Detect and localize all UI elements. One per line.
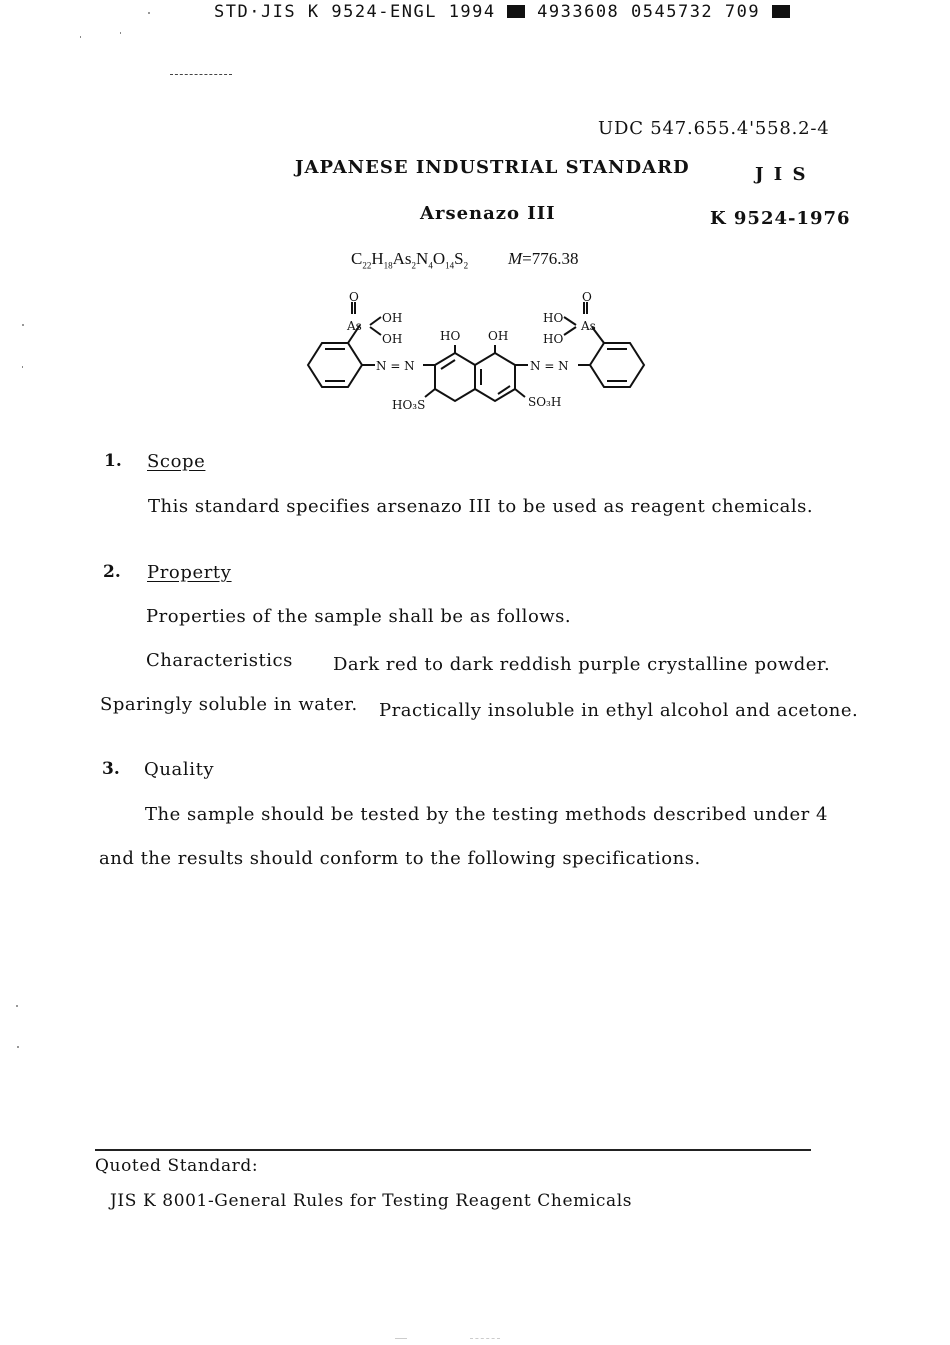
hydroxyl-label-left-1: OH bbox=[382, 311, 403, 325]
footnote-reference: JIS K 8001-General Rules for Testing Reagent Chemicals bbox=[110, 1191, 633, 1211]
characteristics-description: Dark red to dark reddish purple crystalline powder. bbox=[333, 654, 831, 675]
characteristics-label: Characteristics bbox=[146, 650, 293, 671]
jis-mark: J I S bbox=[755, 164, 808, 185]
oxo-label-left: O bbox=[349, 290, 359, 304]
section-1-number: 1. bbox=[104, 451, 122, 471]
barcode-block-icon bbox=[507, 5, 525, 18]
arsenic-label-left: As bbox=[347, 319, 362, 333]
solubility-alcohol: Practically insoluble in ethyl alcohol and acetone. bbox=[379, 700, 859, 721]
footnote-rule bbox=[95, 1149, 811, 1151]
scan-mark bbox=[395, 1338, 407, 1339]
molecular-formula: $C_{22}H_{18}As_2N_4O_{14}S_2$ bbox=[351, 249, 469, 271]
hydroxyl-label-mid-1: HO bbox=[440, 329, 461, 343]
footnote-label: Quoted Standard: bbox=[95, 1156, 259, 1176]
hydroxyl-label-right-1: HO bbox=[543, 311, 564, 325]
molecular-mass: M=776.38 bbox=[508, 249, 579, 268]
quality-paragraph-line-1: The sample should be tested by the testing methods described under 4 bbox=[145, 804, 828, 825]
scan-speck bbox=[120, 32, 121, 34]
quality-paragraph-line-2: and the results should conform to the following specifications. bbox=[99, 848, 701, 869]
hydroxyl-label-mid-2: OH bbox=[488, 329, 509, 343]
code-line-left: STD·JIS K 9524-ENGL 1994 bbox=[214, 2, 496, 22]
solubility-water: Sparingly soluble in water. bbox=[100, 694, 358, 715]
scan-speck bbox=[22, 324, 24, 326]
barcode-block-icon bbox=[772, 5, 790, 18]
hydroxyl-label-left-2: OH bbox=[382, 332, 403, 346]
sulfonic-group-left: HO₃S bbox=[392, 398, 426, 412]
product-name: Arsenazo III bbox=[420, 203, 556, 224]
section-2-title: Property bbox=[147, 562, 232, 583]
arsenic-label-right: As bbox=[581, 319, 596, 333]
scan-speck bbox=[16, 1005, 18, 1007]
property-intro: Properties of the sample shall be as follows. bbox=[146, 606, 572, 627]
scan-speck bbox=[80, 36, 81, 38]
scan-mark bbox=[470, 1338, 500, 1339]
standard-title: JAPANESE INDUSTRIAL STANDARD bbox=[295, 157, 690, 178]
azo-group-right: N = N bbox=[530, 359, 569, 373]
hydroxyl-label-right-2: HO bbox=[543, 332, 564, 346]
standard-number: K 9524-1976 bbox=[710, 208, 851, 229]
arsenazo-structure-diagram bbox=[300, 285, 650, 420]
document-code-line bbox=[214, 2, 790, 22]
azo-group-left: N = N bbox=[376, 359, 415, 373]
scan-speck bbox=[22, 366, 23, 368]
scope-paragraph: This standard specifies arsenazo III to be used as reagent chemicals. bbox=[148, 496, 814, 517]
section-3-number: 3. bbox=[102, 759, 120, 779]
scan-speck bbox=[148, 12, 150, 14]
section-3-title: Quality bbox=[144, 759, 215, 780]
section-1-title: Scope bbox=[147, 451, 206, 472]
udc-number: UDC 547.655.4'558.2-4 bbox=[598, 118, 830, 139]
scan-dash bbox=[170, 74, 232, 75]
scan-speck bbox=[17, 1046, 19, 1048]
code-line-right: 4933608 0545732 709 bbox=[537, 2, 761, 22]
sulfonic-group-right: SO₃H bbox=[528, 395, 562, 409]
section-2-number: 2. bbox=[103, 562, 121, 582]
oxo-label-right: O bbox=[582, 290, 592, 304]
